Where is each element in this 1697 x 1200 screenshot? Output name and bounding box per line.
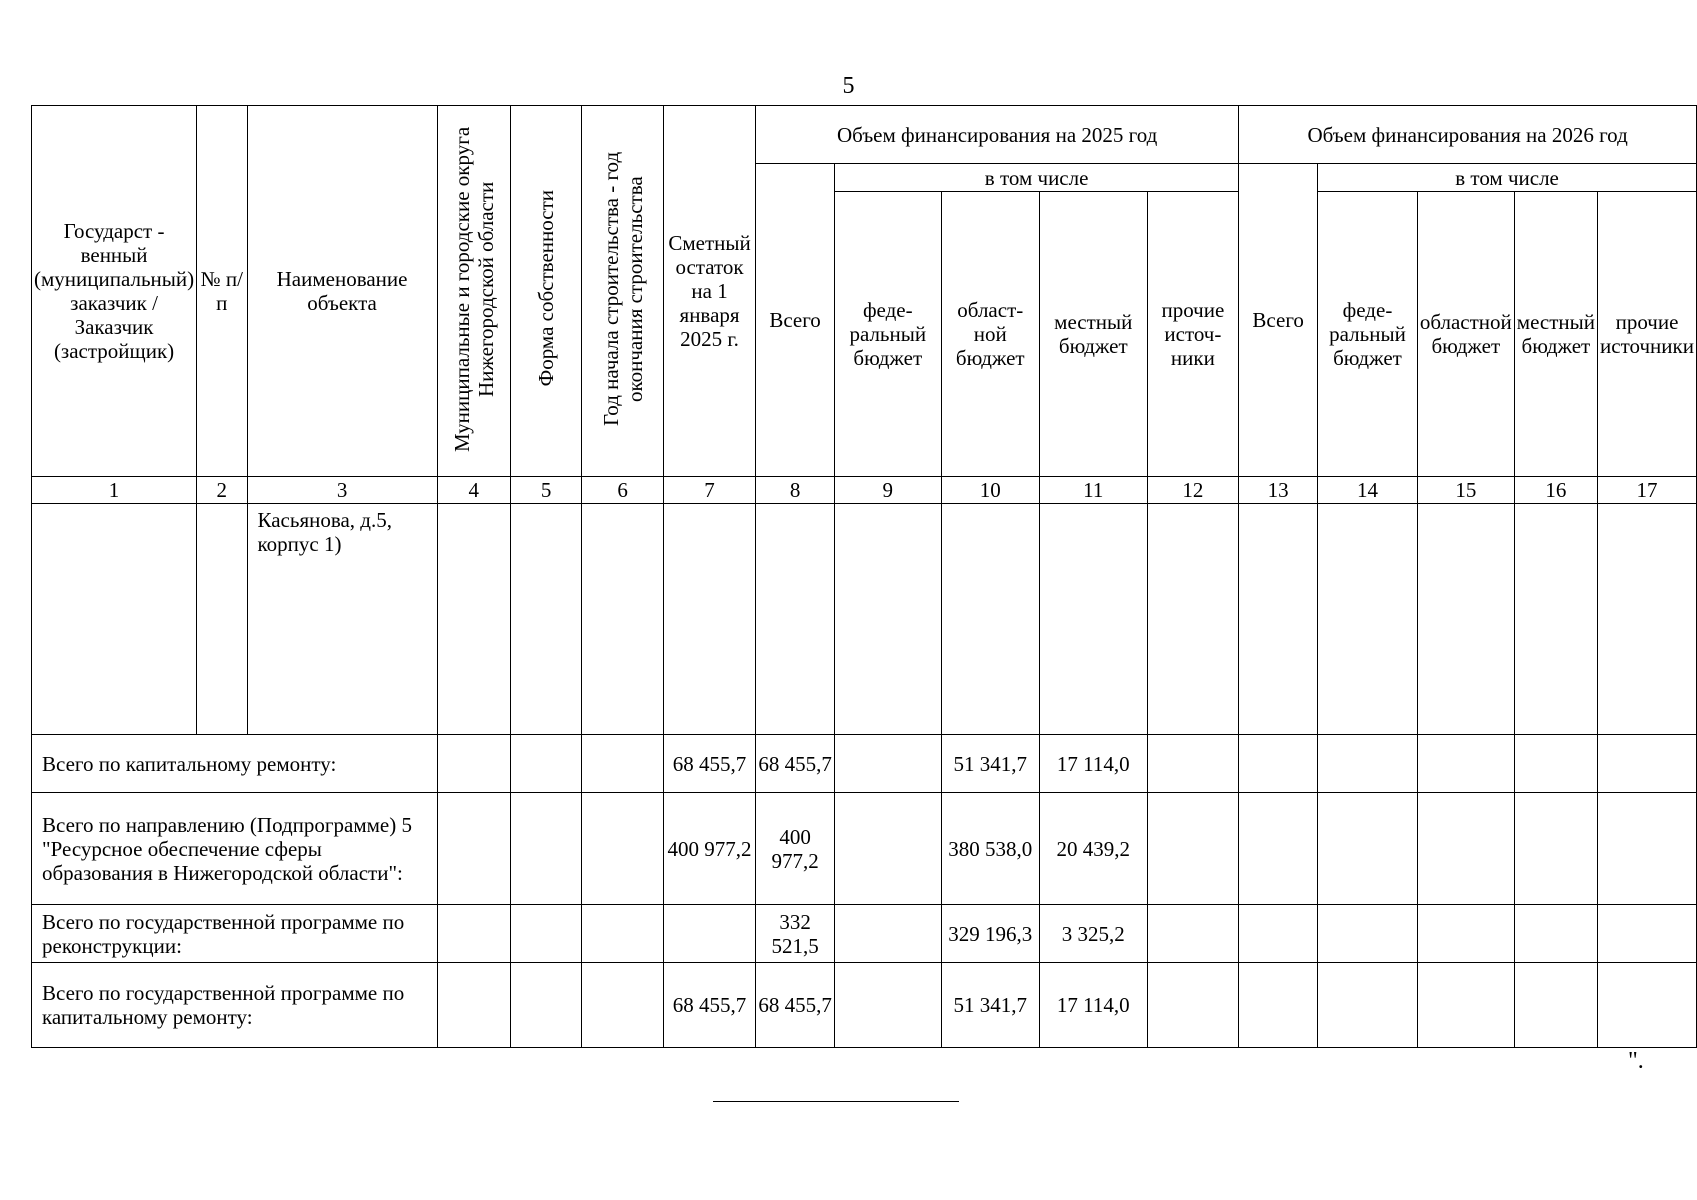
column-number: 15 [1417, 477, 1514, 504]
column-number: 2 [197, 477, 247, 504]
total-local-2025: 20 439,2 [1040, 793, 1148, 905]
header-including-2025: в том числе [835, 164, 1239, 192]
header-other-2025: прочие источ- ники [1147, 192, 1239, 477]
total-federal-2025 [835, 735, 941, 793]
total-2025: 68 455,7 [756, 735, 835, 793]
total-federal-2025 [835, 963, 941, 1048]
header-funding-2025: Объем финансирования на 2025 год [756, 106, 1239, 164]
column-number: 12 [1147, 477, 1239, 504]
column-number: 10 [941, 477, 1039, 504]
header-estimate-balance: Сметный остаток на 1 января 2025 г. [663, 106, 755, 477]
continued-object-name: Касьянова, д.5, корпус 1) [247, 504, 437, 735]
total-federal-2025 [835, 793, 941, 905]
total-label: Всего по государственной программе по реконструкции: [32, 905, 438, 963]
total-estimate: 400 977,2 [663, 793, 755, 905]
column-number: 4 [437, 477, 510, 504]
total-regional-2025: 51 341,7 [941, 735, 1039, 793]
column-number: 17 [1598, 477, 1697, 504]
total-local-2025: 17 114,0 [1040, 735, 1148, 793]
column-number: 11 [1040, 477, 1148, 504]
header-local-2026: местный бюджет [1514, 192, 1597, 477]
header-federal-2026: феде- ральный бюджет [1318, 192, 1418, 477]
header-regional-2026: областной бюджет [1417, 192, 1514, 477]
column-number: 9 [835, 477, 941, 504]
total-estimate [663, 905, 755, 963]
financing-table [31, 105, 1697, 1048]
column-number: 6 [582, 477, 664, 504]
header-ownership: Форма собственности [510, 106, 581, 477]
header-federal-2025: феде- ральный бюджет [835, 192, 941, 477]
total-regional-2025: 329 196,3 [941, 905, 1039, 963]
column-number: 5 [510, 477, 581, 504]
total-estimate: 68 455,7 [663, 963, 755, 1048]
header-object-name: Наименование объекта [247, 106, 437, 477]
total-local-2025: 17 114,0 [1040, 963, 1148, 1048]
column-number: 13 [1239, 477, 1318, 504]
header-row-no: № п/п [197, 106, 247, 477]
header-customer: Государст - венный (муниципальный) заказчик / Заказчик (застройщик) [32, 106, 197, 477]
total-label: Всего по государственной программе по капитальному ремонту: [32, 963, 438, 1048]
total-row [32, 793, 1697, 905]
total-label: Всего по направлению (Подпрограмме) 5 "Ресурсное обеспечение сферы образования в Нижегородской области": [32, 793, 438, 905]
column-number: 1 [32, 477, 197, 504]
total-2025: 68 455,7 [756, 963, 835, 1048]
continued-object-row [32, 504, 1697, 735]
header-total-2025: Всего [756, 164, 835, 477]
column-number: 8 [756, 477, 835, 504]
total-2025: 400 977,2 [756, 793, 835, 905]
total-estimate: 68 455,7 [663, 735, 755, 793]
column-number-row [32, 477, 1697, 504]
total-row [32, 735, 1697, 793]
header-regional-2025: област- ной бюджет [941, 192, 1039, 477]
header-including-2026: в том числе [1318, 164, 1697, 192]
column-number: 3 [247, 477, 437, 504]
header-other-2026: прочие источники [1598, 192, 1697, 477]
header-local-2025: местный бюджет [1040, 192, 1148, 477]
total-row [32, 905, 1697, 963]
header-construction-years: Год начала строительства - год окончания строительства [582, 106, 664, 477]
column-number: 7 [663, 477, 755, 504]
total-label: Всего по капитальному ремонту: [32, 735, 438, 793]
total-row [32, 963, 1697, 1048]
total-regional-2025: 51 341,7 [941, 963, 1039, 1048]
page-number: 5 [842, 73, 855, 99]
column-number: 16 [1514, 477, 1597, 504]
header-funding-2026: Объем финансирования на 2026 год [1239, 106, 1697, 164]
total-local-2025: 3 325,2 [1040, 905, 1148, 963]
footer-divider [713, 1101, 959, 1102]
closing-quote: ". [1628, 1048, 1644, 1074]
total-2025: 332 521,5 [756, 905, 835, 963]
header-municipality: Муниципальные и городские округа Нижегородской области [437, 106, 510, 477]
column-number: 14 [1318, 477, 1418, 504]
header-total-2026: Всего [1239, 164, 1318, 477]
total-regional-2025: 380 538,0 [941, 793, 1039, 905]
total-federal-2025 [835, 905, 941, 963]
